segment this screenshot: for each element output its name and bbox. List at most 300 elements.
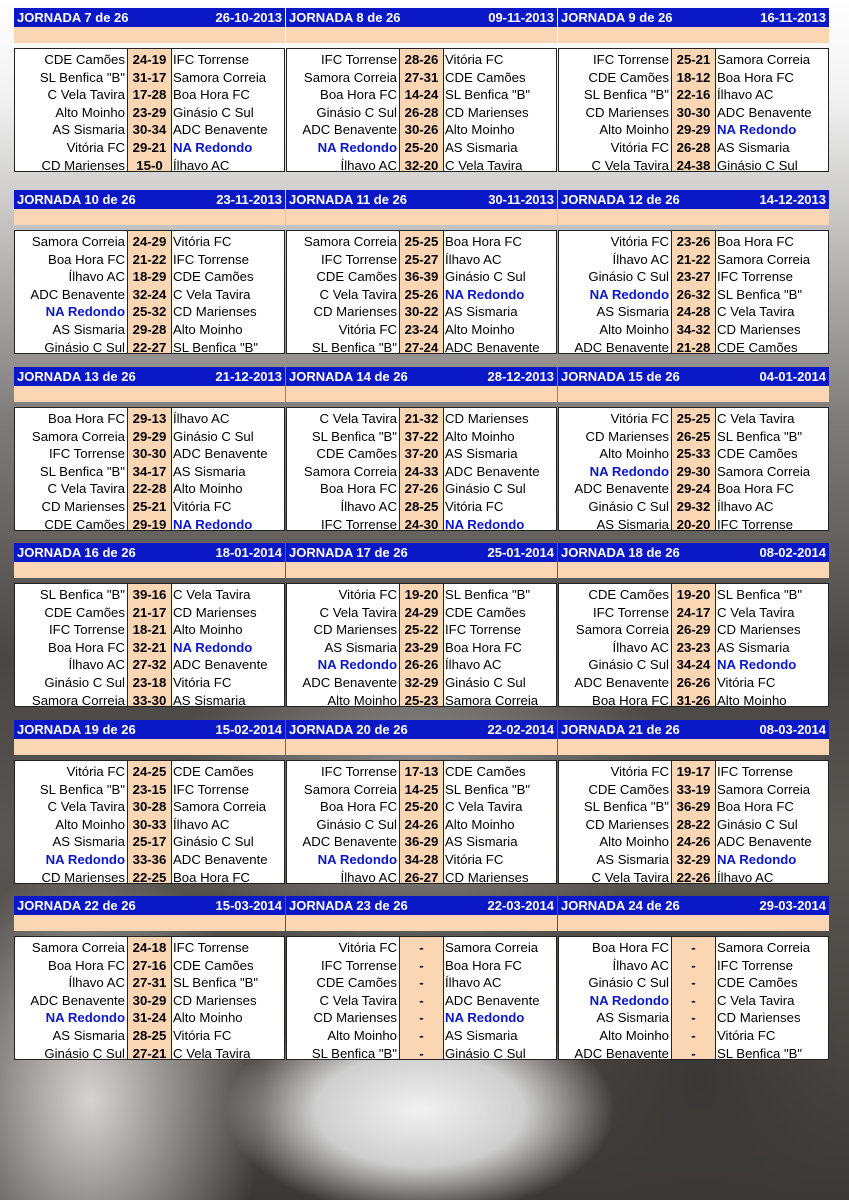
home-team: SL Benfica "B" — [311, 428, 397, 444]
home-team: Boa Hora FC — [592, 692, 669, 708]
round-date: 08-03-2014 — [759, 722, 826, 737]
score: 26-28 — [404, 104, 439, 120]
game-row — [287, 1009, 556, 1027]
round-block — [14, 8, 285, 174]
game-row — [287, 833, 556, 851]
round-header — [286, 367, 557, 386]
score: 27-31 — [132, 975, 167, 991]
away-team: AS Sismaria — [445, 140, 518, 155]
round-title: JORNADA 19 de 26 — [17, 722, 136, 737]
home-team: ADC Benavente — [30, 286, 125, 302]
game-row — [15, 604, 284, 622]
game-row — [287, 251, 556, 269]
home-team: CDE Camões — [316, 269, 397, 285]
away-team: ADC Benavente — [717, 104, 812, 120]
home-team: IFC Torrense — [321, 957, 397, 973]
round-block — [14, 190, 285, 356]
home-team: CDE Camões — [44, 52, 125, 67]
round-title: JORNADA 20 de 26 — [289, 722, 408, 737]
score: 21-22 — [132, 251, 167, 267]
away-team: AS Sismaria — [445, 834, 518, 850]
home-team: NA Redondo — [45, 304, 125, 320]
home-team: NA Redondo — [317, 852, 397, 867]
home-team: AS Sismaria — [324, 639, 397, 655]
game-row — [15, 674, 284, 692]
away-team: AS Sismaria — [445, 446, 518, 462]
score: 21-17 — [132, 604, 167, 620]
games-table — [558, 407, 829, 531]
away-team: IFC Torrense — [173, 781, 249, 797]
away-team: CDE Camões — [445, 69, 526, 85]
away-team: Alto Moinho — [445, 322, 515, 337]
score: 29-13 — [132, 411, 167, 426]
away-team: IFC Torrense — [173, 940, 249, 955]
away-team: NA Redondo — [717, 122, 797, 138]
game-row — [287, 1045, 556, 1063]
away-team: IFC Torrense — [173, 52, 249, 67]
round-header — [558, 367, 829, 386]
home-team: SL Benfica "B" — [39, 69, 125, 85]
away-team: Alto Moinho — [445, 816, 515, 832]
home-team: IFC Torrense — [321, 251, 397, 267]
score: - — [419, 975, 424, 991]
round-title: JORNADA 7 de 26 — [17, 10, 129, 25]
game-row — [559, 816, 828, 834]
round-header — [558, 8, 829, 27]
score: 26-28 — [676, 140, 711, 155]
score: - — [691, 975, 696, 991]
score: 19-20 — [676, 587, 711, 602]
game-row — [559, 121, 828, 139]
round-block — [286, 8, 557, 174]
game-row — [559, 992, 828, 1010]
away-team: IFC Torrense — [717, 764, 793, 779]
round-title: JORNADA 10 de 26 — [17, 192, 136, 207]
home-team: Samora Correia — [31, 234, 125, 249]
game-row — [559, 480, 828, 498]
away-team: AS Sismaria — [445, 304, 518, 320]
away-team: ADC Benavente — [173, 852, 268, 867]
away-team: SL Benfica "B" — [445, 87, 531, 103]
game-row — [287, 992, 556, 1010]
score: 22-16 — [676, 87, 711, 103]
score: 37-20 — [404, 446, 439, 462]
round-date: 16-11-2013 — [760, 10, 826, 25]
away-team: CDE Camões — [445, 764, 526, 779]
round-date: 22-02-2014 — [487, 722, 554, 737]
score: - — [691, 1028, 696, 1043]
away-team: ADC Benavente — [717, 834, 812, 850]
round-block — [286, 896, 557, 1062]
away-team: Vitória FC — [717, 1028, 776, 1043]
game-row — [15, 139, 284, 157]
score: 25-25 — [676, 411, 711, 426]
score: 25-21 — [676, 52, 711, 67]
score: 14-24 — [404, 87, 439, 103]
away-team: Vitória FC — [173, 234, 232, 249]
home-team: IFC Torrense — [321, 52, 397, 67]
home-team: Alto Moinho — [599, 322, 669, 337]
away-team: Boa Hora FC — [717, 799, 794, 815]
home-team: SL Benfica "B" — [39, 781, 125, 797]
round-subheader-band — [558, 562, 829, 578]
home-team: SL Benfica "B" — [39, 587, 125, 602]
round-date: 22-03-2014 — [487, 898, 554, 913]
away-team: CD Marienses — [173, 604, 257, 620]
game-row — [559, 139, 828, 157]
away-team: NA Redondo — [717, 657, 797, 673]
home-team: CD Marienses — [585, 104, 669, 120]
away-team: Ginásio C Sul — [717, 816, 798, 832]
home-team: CDE Camões — [44, 516, 125, 532]
games-table — [286, 760, 557, 884]
games-table — [558, 583, 829, 707]
game-row — [15, 798, 284, 816]
game-row — [15, 586, 284, 604]
score: 32-21 — [132, 639, 167, 655]
score: 23-18 — [132, 675, 167, 690]
game-row — [559, 586, 828, 604]
home-team: IFC Torrense — [49, 446, 125, 462]
away-team: NA Redondo — [173, 516, 253, 532]
home-team: NA Redondo — [589, 992, 669, 1008]
score: 24-30 — [404, 516, 439, 532]
round-block — [14, 720, 285, 886]
round-title: JORNADA 18 de 26 — [561, 545, 680, 560]
score: 29-30 — [676, 463, 711, 479]
away-team: Vitória FC — [445, 52, 504, 67]
round-block — [558, 896, 829, 1062]
game-row — [15, 86, 284, 104]
away-team: IFC Torrense — [445, 622, 521, 638]
away-team: Ginásio C Sul — [445, 1045, 526, 1061]
round-date: 29-03-2014 — [759, 898, 826, 913]
score: 21-32 — [404, 411, 439, 426]
score: 25-22 — [404, 622, 439, 638]
away-team: Ginásio C Sul — [173, 834, 254, 850]
game-row — [287, 480, 556, 498]
round-header — [14, 896, 285, 915]
game-row — [559, 286, 828, 304]
home-team: CD Marienses — [313, 622, 397, 638]
round-date: 30-11-2013 — [488, 192, 554, 207]
game-row — [287, 692, 556, 710]
home-team: Vitória FC — [338, 322, 397, 337]
games-table — [558, 760, 829, 884]
home-team: C Vela Tavira — [47, 481, 125, 497]
home-team: CDE Camões — [588, 781, 669, 797]
games-table — [14, 407, 285, 531]
round-header — [14, 8, 285, 27]
game-row — [287, 104, 556, 122]
away-team: SL Benfica "B" — [717, 1045, 803, 1061]
home-team: SL Benfica "B" — [39, 463, 125, 479]
game-row — [559, 157, 828, 175]
game-row — [287, 498, 556, 516]
away-team: NA Redondo — [445, 1010, 525, 1026]
home-team: CDE Camões — [588, 587, 669, 602]
score: - — [419, 1010, 424, 1026]
away-team: Alto Moinho — [173, 622, 243, 638]
game-row — [559, 321, 828, 339]
score: 24-19 — [132, 52, 167, 67]
score: 34-28 — [404, 852, 439, 867]
away-team: CDE Camões — [717, 975, 798, 991]
game-row — [559, 833, 828, 851]
score: - — [419, 1045, 424, 1061]
away-team: Samora Correia — [445, 692, 539, 708]
away-team: NA Redondo — [445, 286, 525, 302]
home-team: CD Marienses — [585, 428, 669, 444]
score: 22-25 — [132, 869, 167, 885]
game-row — [287, 798, 556, 816]
game-row — [15, 516, 284, 534]
game-row — [15, 268, 284, 286]
away-team: CDE Camões — [445, 604, 526, 620]
home-team: CD Marienses — [313, 1010, 397, 1026]
games-table — [14, 583, 285, 707]
away-team: C Vela Tavira — [173, 587, 251, 602]
round-subheader-band — [286, 915, 557, 931]
home-team: Samora Correia — [31, 692, 125, 708]
game-row — [15, 286, 284, 304]
round-title: JORNADA 12 de 26 — [561, 192, 680, 207]
score: 39-16 — [132, 587, 167, 602]
game-row — [559, 974, 828, 992]
score: 37-22 — [404, 428, 439, 444]
away-team: CD Marienses — [717, 1010, 801, 1026]
home-team: SL Benfica "B" — [311, 339, 397, 355]
score: 30-28 — [132, 799, 167, 815]
home-team: Ílhavo AC — [340, 869, 397, 885]
round-header — [286, 8, 557, 27]
away-team: CDE Camões — [717, 446, 798, 462]
home-team: Vitória FC — [610, 140, 669, 155]
round-date: 23-11-2013 — [216, 192, 282, 207]
away-team: CDE Camões — [173, 269, 254, 285]
score: - — [691, 1045, 696, 1061]
away-team: Samora Correia — [717, 52, 811, 67]
home-team: AS Sismaria — [52, 834, 125, 850]
score: 30-30 — [132, 446, 167, 462]
away-team: Boa Hora FC — [445, 234, 522, 249]
game-row — [287, 516, 556, 534]
home-team: Ginásio C Sul — [316, 816, 397, 832]
score: 26-29 — [676, 622, 711, 638]
score: 26-26 — [676, 675, 711, 690]
game-row — [15, 621, 284, 639]
game-row — [559, 463, 828, 481]
away-team: AS Sismaria — [445, 1028, 518, 1043]
round-block — [558, 720, 829, 886]
home-team: Boa Hora FC — [592, 940, 669, 955]
score: - — [419, 992, 424, 1008]
round-header — [558, 896, 829, 915]
away-team: CD Marienses — [445, 104, 529, 120]
home-team: Ílhavo AC — [612, 639, 669, 655]
home-team: Ílhavo AC — [612, 957, 669, 973]
score: 34-17 — [132, 463, 167, 479]
home-team: NA Redondo — [317, 657, 397, 673]
home-team: IFC Torrense — [593, 52, 669, 67]
home-team: Boa Hora FC — [48, 411, 125, 426]
games-table — [14, 760, 285, 884]
round-header — [286, 720, 557, 739]
home-team: AS Sismaria — [52, 322, 125, 337]
score: 29-29 — [676, 122, 711, 138]
game-row — [287, 51, 556, 69]
game-row — [287, 428, 556, 446]
games-table — [558, 48, 829, 172]
game-row — [15, 69, 284, 87]
away-team: CDE Camões — [173, 764, 254, 779]
away-team: C Vela Tavira — [173, 286, 251, 302]
game-row — [559, 656, 828, 674]
home-team: Ginásio C Sul — [316, 104, 397, 120]
away-team: C Vela Tavira — [173, 1045, 251, 1061]
away-team: Ginásio C Sul — [445, 269, 526, 285]
round-subheader-band — [286, 386, 557, 402]
round-date: 25-01-2014 — [487, 545, 554, 560]
round-subheader-band — [558, 27, 829, 43]
score: - — [419, 957, 424, 973]
score: 24-26 — [404, 816, 439, 832]
away-team: C Vela Tavira — [717, 604, 795, 620]
home-team: C Vela Tavira — [319, 286, 397, 302]
game-row — [287, 604, 556, 622]
score: 34-32 — [676, 322, 711, 337]
away-team: Vitória FC — [717, 675, 776, 690]
away-team: SL Benfica "B" — [717, 286, 803, 302]
home-team: NA Redondo — [589, 286, 669, 302]
score: 32-29 — [676, 852, 711, 867]
score: 26-26 — [404, 657, 439, 673]
away-team: SL Benfica "B" — [717, 428, 803, 444]
home-team: ADC Benavente — [574, 481, 669, 497]
round-title: JORNADA 17 de 26 — [289, 545, 408, 560]
game-row — [559, 869, 828, 887]
game-row — [559, 516, 828, 534]
away-team: IFC Torrense — [717, 957, 793, 973]
score: 23-24 — [404, 322, 439, 337]
round-block — [286, 543, 557, 709]
home-team: Vitória FC — [66, 140, 125, 155]
score: 19-20 — [404, 587, 439, 602]
score: 24-33 — [404, 463, 439, 479]
away-team: Ginásio C Sul — [173, 104, 254, 120]
score: - — [419, 940, 424, 955]
score: 25-23 — [404, 692, 439, 708]
games-table — [286, 48, 557, 172]
away-team: Boa Hora FC — [717, 234, 794, 249]
home-team: Ginásio C Sul — [588, 975, 669, 991]
score: 27-21 — [132, 1045, 167, 1061]
score: 24-29 — [404, 604, 439, 620]
game-row — [559, 445, 828, 463]
round-subheader-band — [558, 386, 829, 402]
game-row — [15, 816, 284, 834]
round-title: JORNADA 23 de 26 — [289, 898, 408, 913]
away-team: AS Sismaria — [717, 639, 790, 655]
round-header — [286, 543, 557, 562]
home-team: Alto Moinho — [55, 104, 125, 120]
game-row — [15, 51, 284, 69]
away-team: Ílhavo AC — [445, 657, 502, 673]
game-row — [15, 321, 284, 339]
round-title: JORNADA 14 de 26 — [289, 369, 408, 384]
home-team: Boa Hora FC — [320, 87, 397, 103]
home-team: ADC Benavente — [302, 834, 397, 850]
score: 21-22 — [676, 251, 711, 267]
home-team: Alto Moinho — [599, 446, 669, 462]
game-row — [559, 251, 828, 269]
home-team: SL Benfica "B" — [311, 1045, 397, 1061]
score: 23-23 — [676, 639, 711, 655]
score: 33-36 — [132, 852, 167, 867]
score: 25-25 — [404, 234, 439, 249]
home-team: Vitória FC — [338, 940, 397, 955]
game-row — [287, 974, 556, 992]
score: 23-29 — [404, 639, 439, 655]
away-team: Ginásio C Sul — [173, 428, 254, 444]
away-team: CD Marienses — [445, 411, 529, 426]
away-team: Vitória FC — [173, 1028, 232, 1043]
game-row — [559, 939, 828, 957]
round-subheader-band — [286, 739, 557, 755]
home-team: SL Benfica "B" — [583, 87, 669, 103]
home-team: AS Sismaria — [596, 516, 669, 532]
away-team: CDE Camões — [173, 957, 254, 973]
away-team: CD Marienses — [445, 869, 529, 885]
score: 22-26 — [676, 869, 711, 885]
game-row — [559, 621, 828, 639]
game-row — [559, 957, 828, 975]
game-row — [559, 692, 828, 710]
score: 27-16 — [132, 957, 167, 973]
game-row — [559, 233, 828, 251]
game-row — [15, 480, 284, 498]
away-team: Samora Correia — [717, 251, 811, 267]
away-team: Ginásio C Sul — [717, 157, 798, 173]
home-team: Samora Correia — [303, 781, 397, 797]
game-row — [15, 157, 284, 175]
round-title: JORNADA 8 de 26 — [289, 10, 401, 25]
round-subheader-band — [286, 27, 557, 43]
away-team: Samora Correia — [717, 940, 811, 955]
home-team: CDE Camões — [588, 69, 669, 85]
score: 36-39 — [404, 269, 439, 285]
game-row — [559, 51, 828, 69]
score: 25-17 — [132, 834, 167, 850]
score: 29-28 — [132, 322, 167, 337]
home-team: Vitória FC — [610, 764, 669, 779]
home-team: Vitória FC — [338, 587, 397, 602]
away-team: Samora Correia — [173, 69, 267, 85]
away-team: Vitória FC — [173, 499, 232, 514]
games-table — [14, 230, 285, 354]
home-team: Vitória FC — [66, 764, 125, 779]
away-team: CD Marienses — [717, 622, 801, 638]
home-team: SL Benfica "B" — [583, 799, 669, 815]
game-row — [15, 1045, 284, 1063]
round-title: JORNADA 22 de 26 — [17, 898, 136, 913]
home-team: Alto Moinho — [599, 122, 669, 138]
round-date: 28-12-2013 — [487, 369, 554, 384]
round-header — [14, 367, 285, 386]
home-team: Samora Correia — [31, 428, 125, 444]
game-row — [15, 1009, 284, 1027]
game-row — [15, 692, 284, 710]
